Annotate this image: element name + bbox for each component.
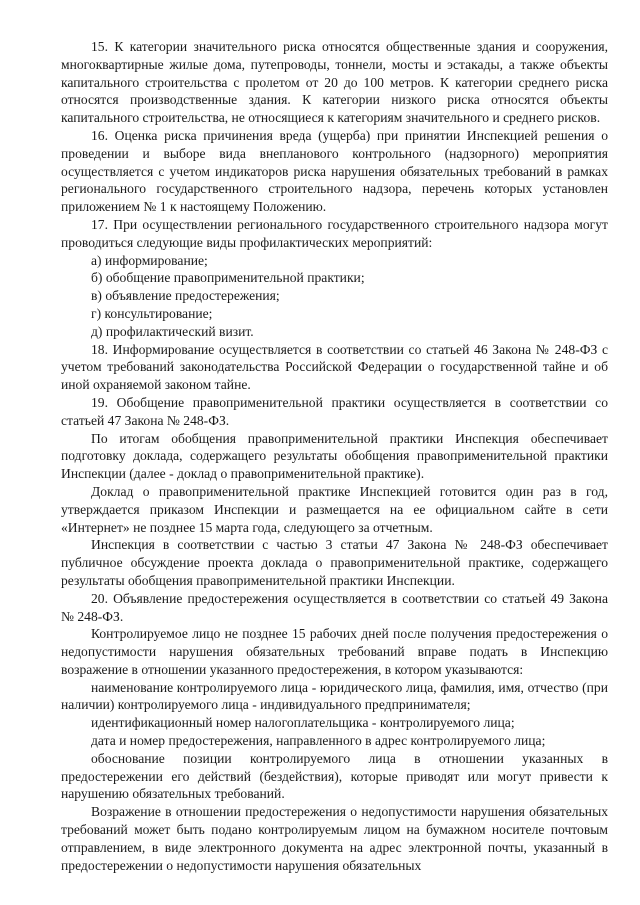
objection-field-inn: идентификационный номер налогоплательщика - контролируемого лица; — [91, 715, 515, 731]
objection-field-date: дата и номер предостережения, направленного в адрес контролируемого лица; — [91, 733, 546, 749]
paragraph-15: 15. К категории значительного риска относятся общественные здания и сооружения, многоквартирные жилые дома, путепроводы, тоннели, мосты и эстакады, а также объекты капитального строительства с пролетом от 20 до 100 метров. К категории среднего риска относятся производственные здания. К категории низкого риска относятся объекты капитального строительства, не относящиеся к категориям значительного и среднего рисков. — [61, 39, 608, 126]
paragraph-18: 18. Информирование осуществляется в соответствии со статьей 46 Закона № 248-ФЗ с учетом требований законодательства Российской Федерации о государственной тайне и об иной охраняемой законом тайне. — [61, 341, 608, 393]
objection-field-name: наименование контролируемого лица - юридического лица, фамилия, имя, отчество (при наличии) контролируемого лица - индивидуального предпринимателя; — [61, 679, 608, 713]
list-item-g: г) консультирование; — [91, 305, 213, 321]
paragraph-19: 19. Обобщение правоприменительной практики осуществляется в соответствии со статьей 47 Закона № 248-ФЗ. — [61, 394, 608, 428]
paragraph-20-objection: Контролируемое лицо не позднее 15 рабочих дней после получения предостережения о недопустимости нарушения обязательных требований вправе подать в Инспекцию возражение в отношении указанного предостережения, в котором указываются: — [61, 626, 608, 677]
paragraph-20: 20. Объявление предостережения осуществляется в соответствии со статьей 49 Закона № 248-ФЗ. — [61, 590, 608, 624]
list-item-v: в) объявление предостережения; — [91, 288, 280, 304]
paragraph-20-submission: Возражение в отношении предостережения о недопустимости нарушения обязательных требований может быть подано контролируемым лицом на бумажном носителе почтовым отправлением, в виде электронного документа на адрес электронной почты, указанный в предостережении о недопустимости нарушения обязательных — [61, 804, 608, 873]
paragraph-17: 17. При осуществлении регионального государственного строительного надзора могут проводиться следующие виды профилактических мероприятий: — [61, 216, 608, 250]
paragraph-19-report: По итогам обобщения правоприменительной практики Инспекция обеспечивает подготовку доклада, содержащего результаты обобщения правоприменительной практики Инспекции (далее - доклад о правоприменительной практике). — [61, 430, 608, 482]
paragraph-16: 16. Оценка риска причинения вреда (ущерба) при принятии Инспекцией решения о проведении и выборе вида внепланового контрольного (надзорного) мероприятия осуществляется с учетом индикаторов риска нарушения обязательных требований в рамках регионального государственного строительного надзора, перечень которых установлен приложением № 1 к настоящему Положению. — [61, 127, 608, 215]
paragraph-19-discussion: Инспекция в соответствии с частью 3 статьи 47 Закона № 248-ФЗ обеспечивает публичное обсуждение проекта доклада о правоприменительной практике, содержащего результаты обобщения правоприменительной практики Инспекции. — [61, 537, 608, 588]
paragraph-19-annual: Доклад о правоприменительной практике Инспекцией готовится один раз в год, утверждается приказом Инспекции и размещается на ее официальном сайте в сети «Интернет» не позднее 15 марта года, следующего за отчетным. — [61, 483, 608, 535]
list-item-b: б) обобщение правоприменительной практики; — [91, 270, 365, 286]
list-item-d: д) профилактический визит. — [91, 323, 254, 339]
document-page — [61, 38, 608, 874]
objection-field-justification: обоснование позиции контролируемого лица в отношении указанных в предостережении его действий (бездействия), которые приводят или могут привести к нарушению обязательных требований. — [61, 750, 608, 802]
list-item-a: а) информирование; — [91, 252, 208, 268]
